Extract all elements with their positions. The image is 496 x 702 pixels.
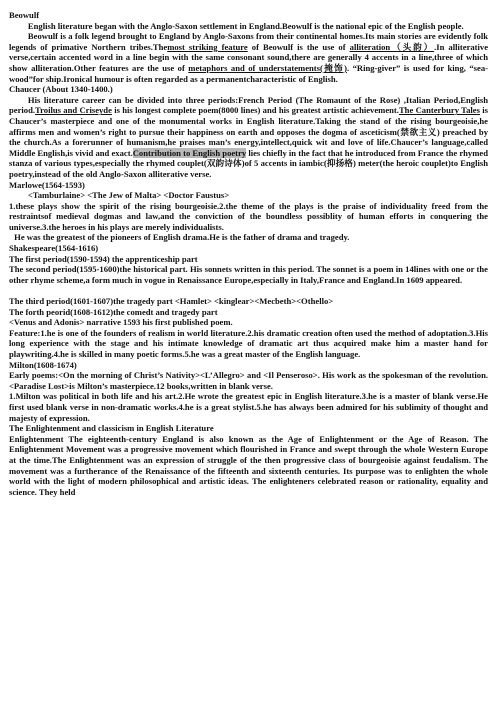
chaucer-text-a: His literature career can be divided into three periods:French Period (The Romaunt of the Rose) ,Italian Period,English period.: [9, 94, 488, 116]
chaucer-text-b: is his longest complete poem(8000 lines) and his greatest artistic achievement.: [111, 105, 399, 116]
beowulf-text-a: Beowulf is a folk legend brought to England by Anglo-Saxons from their continental homes.Its main stories are evidently folk legends of primative Northern tribes.The: [9, 31, 488, 52]
shakespeare-period-2: The second period(1595-1600)the historical part. His sonnets written in this period. The sonnet is a poem in 14lines with one or the other rhyme scheme,a form much in vogue in Renaissance Europe,especially in Italy,France and England.In 1609 appeared.: [9, 264, 488, 285]
underlined-metaphors: metaphors and of understatements(掩饰): [188, 62, 347, 73]
chaucer-text-d: lies chiefly in the fact that he introduced from France the rhymed stanza of various types,especially the rhymed couplet(双韵诗体)of 5 accents in iambic(抑扬格) meter(the heroic couplet)to English poetry,instead of the old Anglo-Saxon alliterative verse.: [9, 147, 488, 179]
milton-points: 1.Milton was political in both life and his art.2.He wrote the greatest epic in English literature.3.he is a master of blank verse.He first used blank verse in non-dramatic works.4.he is a great stylist.5.he has always been admired for his sublimity of thought and majesty of expression.: [9, 391, 488, 423]
shakespeare-venus: <Venus and Adonis> narrative 1593 his first published poem.: [9, 317, 233, 328]
enlightenment-heading: The Enlightenment and classicism in English Literature: [9, 423, 214, 434]
marlowe-summary: He was the greatest of the pioneers of English drama.He is the father of drama and tragedy.: [14, 232, 350, 243]
shakespeare-period-3: The third period(1601-1607)the tragedy part <Hamlet> <kinglear><Mecbeth><Othello>: [9, 296, 334, 307]
blank-line: [9, 285, 488, 296]
underlined-canterbury-tales: The Canterbury Tales: [398, 105, 480, 116]
marlowe-plays: <Tamburlaine> <The Jew of Malta> <Doctor Faustus>: [27, 190, 230, 201]
milton-early-poems: Early poems:<On the morning of Christ’s Nativity><L’Allegro> and <Il Penseroso>. His work as the spokesman of the revolution.<Paradise Lost>is Milton’s masterpiece.12 books,written in blank verse.: [9, 370, 488, 391]
shakespeare-period-1: The first period(1590-1594) the apprenticeship part: [9, 253, 198, 264]
chaucer-paragraph: [9, 95, 488, 180]
beowulf-text-d: . “Ring-giver” is used for king, “sea-wood”for ship.Ironical humour is often regarded as a permanentcharacteristic of English.: [9, 62, 488, 84]
beowulf-features-paragraph: [9, 31, 488, 84]
marlowe-heading: Marlowe(1564-1593): [9, 179, 85, 190]
shakespeare-feature: Feature:1.he is one of the founders of realism in world literature.2.his dramatic creation often used the method of adoptation.3.His long experience with the stage and his intimate knowledge of dramatic art thus acquired make him a master hand for playwriting.4.he is skilled in many poetic forms.5.he was a great master of the English language.: [9, 327, 488, 359]
underlined-troilus: Troilus and Criseyde: [35, 105, 112, 116]
marlowe-points-paragraph: 1.these plays show the spirit of the rising bourgeoisie.2.the theme of the plays is the praise of individuality freed from the restraintsof medieval dogmas and law,and the conviction of the boundless possiblity of human efforts in conquering the universe.3.the heroes in his plays are merely individualists.: [9, 200, 488, 232]
enlightenment-paragraph: Enlightenment The eighteenth-century England is also known as the Age of Enlightenment or the Age of Reason. The Enlightenment Movement was a progressive movement which flourished in France and swept through the whole Western Europe at the time.The Enlightenment was an expression of struggle of the then progressive class of bourgeoisie against feudalism. The movement was a furtherance of the Renaissance of the fifteenth and sixteenth centuries. Its purpose was to enlighten the whole world with the light of modern philosophical and artistic ideas. The enlighteners celebrated reason or rationality, equality and science. They held: [9, 433, 488, 497]
beowulf-heading: Beowulf: [9, 10, 40, 20]
chaucer-heading: Chaucer (About 1340-1400.): [9, 84, 113, 95]
shakespeare-heading: Shakespeare(1564-1616): [9, 243, 99, 254]
beowulf-text-b: of Beowulf is the use of: [251, 41, 346, 52]
underlined-alliteration: alliteration（头韵）: [349, 41, 435, 52]
shakespeare-period-4: The forth peorid(1608-1612)the comedt and tragedy part: [9, 306, 218, 317]
underlined-most-striking-feature: most striking feature: [167, 41, 248, 52]
highlighted-contribution: Contribution to English poetry: [132, 147, 247, 158]
milton-heading: Milton(1608-1674): [9, 359, 77, 370]
beowulf-intro-paragraph: English literature began with the Anglo-Saxon settlement in England.Beowulf is the national epic of the English people.: [27, 20, 464, 31]
beowulf-text-c: .In alliterative verse,certain accented word in a line begin with the same consonant sound,there are generally 4 accents in a line,three of which show alliteration.Other features are the use of: [9, 41, 489, 73]
chaucer-text-c: is Chaucer’s masterpiece and one of the monumental works in English literature.Taking the stand of the rising bourgeoisie,he affirms men and women’s right to pursue their happiness on earth and opposes the dogma of asceticism(禁欲主义) preached by the church.As a forerunner of humanism,he praises man’s energy,intellect,quick wit and love of life.Chaucer’s language,called Middle English,is vivid and exact.: [9, 105, 488, 158]
